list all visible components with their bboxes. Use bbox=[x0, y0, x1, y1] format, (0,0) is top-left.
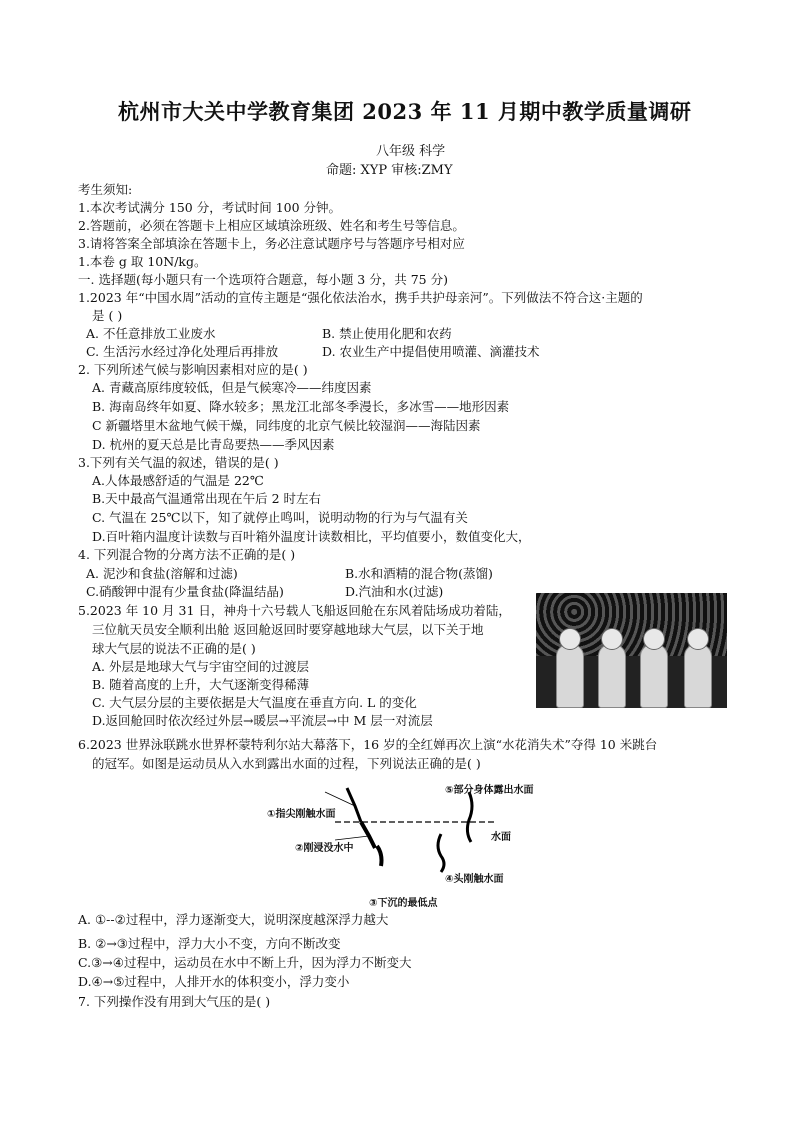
exam-title: 杭州市大关中学教育集团 2023 年 11 月期中教学质量调研 bbox=[118, 99, 692, 124]
diagram-label-1: ①指尖刚触水面 bbox=[267, 809, 336, 820]
question-stem: 2. 下列所述气候与影响因素相对应的是( ) bbox=[78, 362, 308, 377]
option-a: A. 外层是地球大气与宇宙空间的过渡层 bbox=[92, 659, 309, 674]
option-d: D. 杭州的夏天总是比青岛要热——季风因素 bbox=[92, 437, 335, 452]
question-stem: 4. 下列混合物的分离方法不正确的是( ) bbox=[78, 547, 296, 562]
option-d: D.汽油和水(过滤) bbox=[345, 584, 444, 599]
option-d: D.返回舱回时依次经过外层→暖层→平流层→中 M 层一对流层 bbox=[92, 713, 433, 728]
question-stem: 3.下列有关气温的叙述，错误的是( ) bbox=[78, 455, 279, 470]
question-stem: 6.2023 世界泳联跳水世界杯蒙特利尔站大幕落下，16 岁的全红婵再次上演“水花消失术”夺得 10 米跳台 bbox=[78, 737, 658, 752]
notice-item: 3.请将答案全部填涂在答题卡上，务必注意试题序号与答题序号相对应 bbox=[78, 236, 465, 251]
option-b: B. 海南岛终年如夏、降水较多；黑龙江北部冬季漫长，多冰雪——地形因素 bbox=[92, 399, 510, 414]
option-b: B. 随着高度的上升，大气逐渐变得稀薄 bbox=[92, 677, 310, 692]
notice-heading: 考生须知: bbox=[78, 182, 133, 197]
option-d: D. 农业生产中提倡使用喷灌、滴灌技术 bbox=[322, 344, 540, 359]
diagram-label-2: ②刚浸没水中 bbox=[295, 843, 354, 854]
diagram-label-5: ⑤部分身体露出水面 bbox=[445, 785, 534, 796]
option-b: B.水和酒精的混合物(蒸馏) bbox=[345, 566, 493, 581]
option-c: C. 生活污水经过净化处理后再排放 bbox=[86, 344, 279, 359]
option-a: A. 青藏高原纬度较低，但是气候寒冷——纬度因素 bbox=[92, 380, 372, 395]
diving-diagram bbox=[265, 776, 535, 908]
question-stem: 的冠军。如图是运动员从入水到露出水面的过程，下列说法正确的是( ) bbox=[92, 756, 481, 771]
question-stem: 7. 下列操作没有用到大气压的是( ) bbox=[78, 994, 271, 1009]
option-b: B.天中最高气温通常出现在午后 2 时左右 bbox=[92, 491, 322, 506]
diagram-label-3: ③下沉的最低点 bbox=[369, 898, 438, 909]
grade-subject: 八年级 科学 bbox=[376, 144, 446, 159]
question-stem: 5.2023 年 10 月 31 日，神舟十六号载人飞船返回舱在东风着陆场成功着陆， bbox=[78, 603, 511, 618]
exam-authors: 命题: XYP 审核:ZMY bbox=[326, 163, 453, 178]
question-stem: 三位航天员安全顺利出舱 返回舱返回时要穿越地球大气层，以下关于地 bbox=[92, 622, 484, 637]
diagram-water-label: 水面 bbox=[491, 832, 511, 843]
diagram-label-4: ④头刚触水面 bbox=[445, 874, 504, 885]
section-heading: 一. 选择题(每小题只有一个选项符合题意，每小题 3 分，共 75 分) bbox=[78, 272, 448, 287]
question-stem: 球大气层的说法不正确的是( ) bbox=[92, 641, 256, 656]
astronaut-photo bbox=[536, 593, 727, 708]
question-stem: 1.2023 年“中国水周”活动的宣传主题是“强化依法治水，携手共护母亲河”。下列做法不符合这·主题的 bbox=[78, 290, 643, 305]
option-b: B. ②→③过程中，浮力大小不变，方向不断改变 bbox=[78, 936, 341, 951]
option-c: C.硝酸钾中混有少量食盐(降温结晶) bbox=[86, 584, 284, 599]
option-a: A.人体最感舒适的气温是 22℃ bbox=[92, 473, 264, 488]
option-a: A. ①--②过程中，浮力逐渐变大，说明深度越深浮力越大 bbox=[78, 912, 389, 927]
option-c: C 新疆塔里木盆地气候干燥，同纬度的北京气候比较湿润——海陆因素 bbox=[92, 418, 481, 433]
option-a: A. 泥沙和食盐(溶解和过滤) bbox=[86, 566, 238, 581]
notice-item: 1.本次考试满分 150 分，考试时间 100 分钟。 bbox=[78, 200, 342, 215]
question-stem: 是 ( ) bbox=[92, 308, 123, 323]
option-c: C. 气温在 25℃以下，知了就停止鸣叫，说明动物的行为与气温有关 bbox=[92, 510, 468, 525]
option-b: B. 禁止使用化肥和农药 bbox=[322, 326, 452, 341]
option-d: D.④→⑤过程中，人排开水的体积变小，浮力变小 bbox=[78, 974, 350, 989]
option-c: C.③→④过程中，运动员在水中不断上升，因为浮力不断变大 bbox=[78, 955, 412, 970]
notice-item: 1.本卷 g 取 10N/kg。 bbox=[78, 254, 207, 269]
option-a: A. 不任意排放工业废水 bbox=[86, 326, 216, 341]
option-d: D.百叶箱内温度计读数与百叶箱外温度计读数相比，平均值要小，数值变化大， bbox=[92, 529, 531, 544]
notice-item: 2.答题前，必须在答题卡上相应区域填涂班级、姓名和考生号等信息。 bbox=[78, 218, 465, 233]
option-c: C. 大气层分层的主要依据是大气温度在垂直方向. L 的变化 bbox=[92, 695, 417, 710]
